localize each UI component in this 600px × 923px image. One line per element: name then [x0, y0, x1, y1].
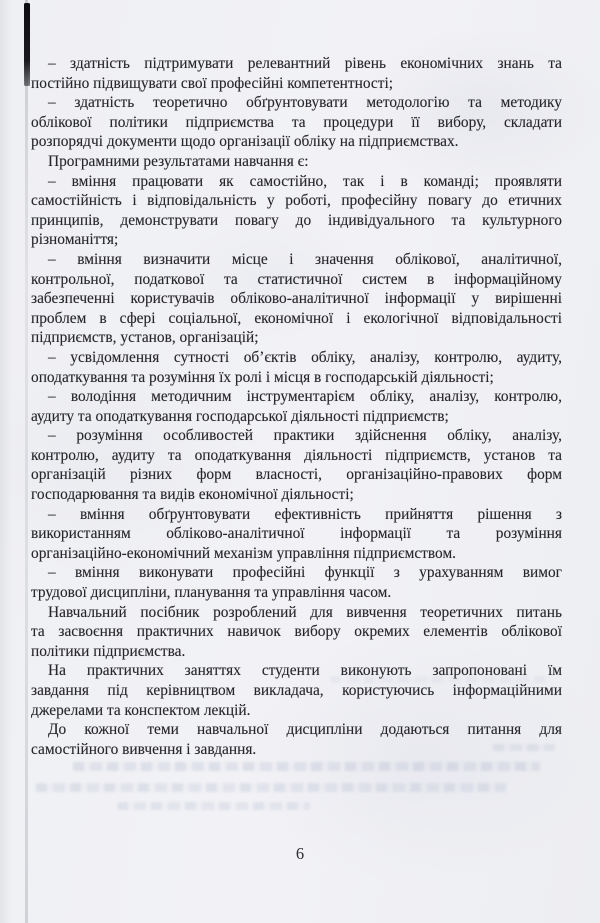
bleedthrough-line	[36, 783, 506, 792]
paragraph	[31, 172, 562, 250]
text-block	[31, 54, 562, 759]
text-line: – здатність теоретично обґрунтовувати методологію та методику	[48, 94, 562, 112]
text-line: – вміння виконувати професійні функції з урахуванням вимог	[48, 564, 562, 582]
text-line: забезпеченні користувачів обліково-аналітичної інформації у вирішенні	[31, 290, 562, 308]
text-line: – володіння методичним інструментарієм обліку, аналізу, контролю,	[48, 388, 562, 406]
text-line: різноманіття;	[31, 231, 119, 249]
text-line: контролю, аудиту та оподаткування діяльності підприємств, установ та	[31, 446, 562, 464]
text-line: трудової дисципліни, планування та управління часом.	[31, 584, 392, 602]
text-line: та засвоєння практичних навичок вибору окремих елементів облікової	[31, 623, 562, 641]
paragraph	[31, 426, 562, 504]
text-line: проблем в сфері соціальної, економічної і екологічної відповідальності	[31, 309, 562, 327]
text-line: – здатність підтримувати релевантний рівень економічних знань та	[48, 55, 562, 72]
scan-edge-shading	[0, 0, 12, 923]
paragraph	[31, 661, 562, 720]
text-line: – розуміння особливостей практики здійснення обліку, аналізу,	[48, 427, 562, 445]
bleedthrough-line	[330, 676, 550, 683]
text-line: облікової політики підприємства та процедури її вибору, складати	[31, 113, 562, 131]
text-line: політики підприємства.	[31, 642, 186, 660]
text-line: самостійність і відповідальність у роботі, професійну повагу до етичних	[31, 192, 562, 210]
text-line: контрольної, податкової та статистичної систем в інформаційному	[31, 270, 562, 288]
bleedthrough-line	[73, 762, 540, 771]
text-line: аудиту та оподаткування господарської діяльності підприємств;	[31, 407, 449, 425]
text-line: Навчальний посібник розроблений для вивчення теоретичних питань	[48, 603, 562, 621]
text-line: завдання під керівництвом викладача, користуючись інформаційними	[31, 682, 562, 699]
text-line: До кожної теми навчальної дисципліни додаються питання для	[48, 721, 562, 739]
text-line: розпорядчі документи щодо організації обліку на підприємствах.	[31, 133, 459, 151]
text-line: організаційно-економічний механізм управління підприємством.	[31, 544, 457, 562]
bleedthrough-line	[117, 802, 310, 810]
paragraph	[31, 152, 562, 172]
paragraph	[31, 720, 562, 759]
text-line: На практичних заняттях студенти виконують запропоновані їм	[48, 662, 562, 680]
book-spine-artifact	[24, 3, 30, 86]
paragraph	[31, 603, 562, 662]
paragraph	[31, 563, 562, 602]
text-line: – вміння обґрунтовувати ефективність прийняття рішення з	[48, 505, 562, 523]
paragraph	[31, 505, 562, 564]
text-line: джерелами та конспектом лекцій.	[31, 701, 251, 719]
text-line: принципів, демонструвати повагу до індивідуального та культурного	[31, 211, 562, 229]
paragraph	[31, 54, 562, 93]
paragraph	[31, 348, 562, 387]
text-line: підприємств, установ, організацій;	[31, 329, 259, 347]
book-spine-line	[25, 0, 28, 923]
text-line: організацій різних форм власності, організаційно-правових форм	[31, 466, 562, 484]
text-line: господарювання та видів економічної діяльності;	[31, 486, 354, 504]
text-line: – вміння працювати як самостійно, так і в команді; проявляти	[48, 172, 562, 190]
text-line: Програмними результатами навчання є:	[48, 152, 309, 170]
paragraph	[31, 387, 562, 426]
text-line: постійно підвищувати свої професійні компетентності;	[31, 74, 394, 92]
text-line: самостійного вивчення і завдання.	[31, 740, 257, 758]
text-line: оподаткування та розуміння їх ролі і місця в господарській діяльності;	[31, 368, 494, 386]
bleedthrough-line	[493, 744, 555, 751]
text-line: – вміння визначити місце і значення облікової, аналітичної,	[48, 250, 562, 268]
paragraph	[31, 250, 562, 348]
text-line: використанням обліково-аналітичної інформації та розуміння	[31, 525, 562, 543]
text-line: – усвідомлення сутності об’єктів обліку, аналізу, контролю, аудиту,	[48, 348, 562, 366]
page-number: 6	[295, 844, 305, 863]
paragraph	[31, 93, 562, 152]
